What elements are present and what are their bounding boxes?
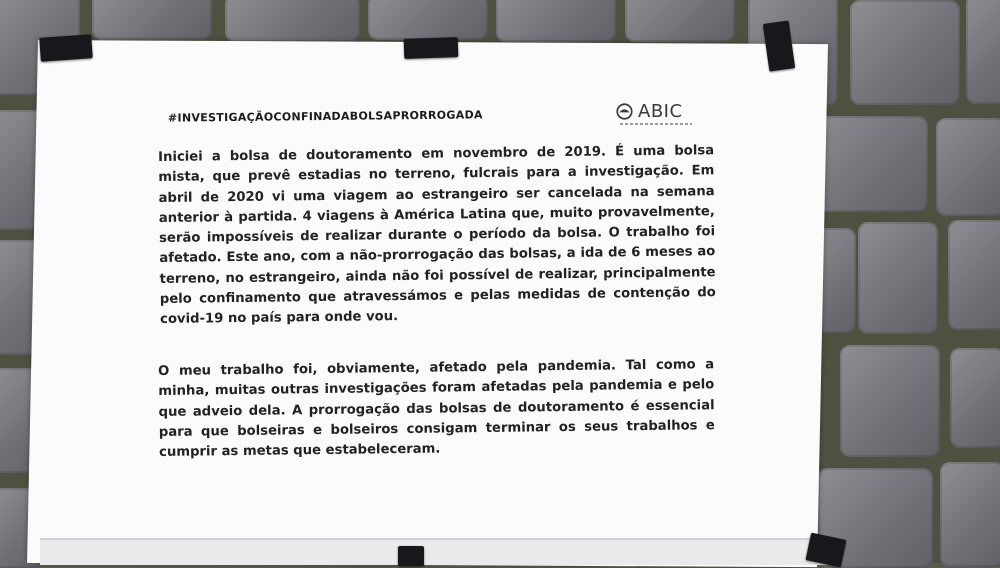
abic-logo-icon [616, 103, 633, 120]
cobblestone [936, 118, 1000, 216]
paragraph-1: Iniciei a bolsa de doutoramento em novembro de 2019. É uma bolsa mista, que prevê estadias no terreno, fulcrais para a investigação. Em abril de 2020 vi uma viagem ao estrangeiro ser cancelada na semana anterior à partida. 4 viagens à América Latina que, muito provavelmente, serão impossíveis de realizar durante o período da bolsa. O trabalho foi afetado. Este ano, com a não-prorrogação das bolsas, a ida de 6 meses ao terreno, no estrangeiro, ainda não foi possível de realizar, principalmente pelo confinamento que atravessámos e pelas medidas de contenção do covid-19 no país para onde vou. [158, 143, 716, 328]
cobblestone [850, 0, 960, 105]
logo-tagline-line [620, 123, 692, 125]
tape-top-center [404, 37, 459, 59]
cobblestone [966, 0, 1000, 104]
cobblestone [368, 0, 488, 40]
tape-top-left [39, 34, 93, 62]
cobblestone [950, 348, 1000, 448]
cobblestone [92, 0, 212, 40]
cobblestone [496, 0, 616, 42]
cobblestone [625, 0, 735, 42]
tape-bottom-center [398, 546, 424, 566]
cobblestone [858, 222, 938, 334]
logo-text: ABIC [638, 101, 683, 122]
cobblestone [225, 0, 360, 42]
cobblestone [948, 220, 1000, 330]
paper-bottom-edge [40, 538, 830, 565]
cobblestone [840, 345, 940, 457]
paragraph-2: O meu trabalho foi, obviamente, afetado pela pandemia. Tal como a minha, muitas outras investigações foram afetadas pela pandemia e pelo que adveio dela. A prorrogação das bolsas de doutoramento é essencial para que bolseiras e bolseiros consigam terminar os seus trabalhos e cumprir as metas que estabeleceram. [158, 357, 715, 461]
hashtag-title: #INVESTIGAÇÃOCONFINADABOLSAPRORROGADA [167, 108, 483, 125]
cobblestone [940, 462, 1000, 567]
